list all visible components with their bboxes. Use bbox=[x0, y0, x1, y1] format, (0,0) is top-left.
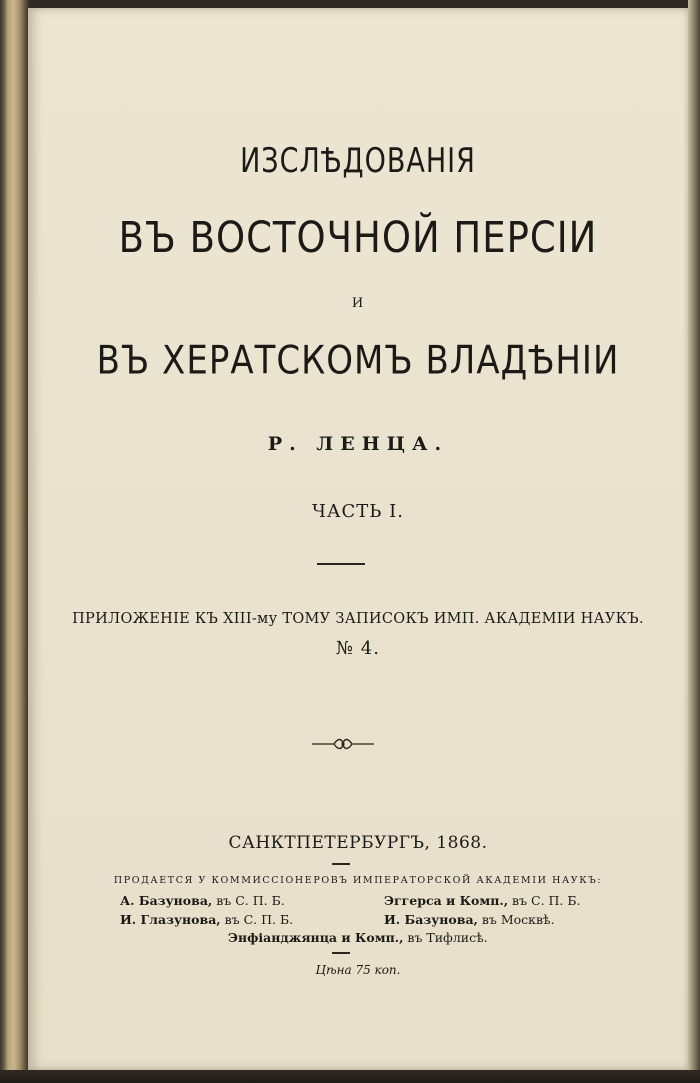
agent-place: въ Тифлисѣ. bbox=[407, 930, 488, 945]
divider-rule bbox=[317, 563, 365, 565]
agent-place: въ С. П. Б. bbox=[512, 893, 581, 908]
agent-entry bbox=[228, 930, 488, 945]
agent-entry bbox=[384, 912, 555, 927]
agent-name: И. Базунова, bbox=[384, 912, 478, 927]
agent-entry bbox=[384, 893, 581, 908]
title-line-1: ИЗСЛѢДОВАНІЯ bbox=[240, 142, 476, 181]
agent-place: въ С. П. Б. bbox=[224, 912, 294, 927]
imprint-rule bbox=[332, 863, 350, 865]
agent-place: въ Москвѣ. bbox=[481, 912, 555, 927]
appendix-note: ПРИЛОЖЕНІЕ КЪ XIII-му ТОМУ ЗАПИСОКЪ ИМП. АКАДЕМІИ НАУКЪ. bbox=[72, 611, 644, 627]
agent-entry bbox=[120, 912, 293, 927]
imprint-city-year: САНКТПЕТЕРБУРГЪ, 1868. bbox=[228, 833, 488, 853]
page-edge-bottom bbox=[0, 1070, 700, 1083]
title-line-3: ВЪ ХЕРАТСКОМЪ ВЛАДѢНІИ bbox=[96, 338, 620, 384]
issue-number: № 4. bbox=[336, 638, 380, 659]
title-line-2: ВЪ ВОСТОЧНОЙ ПЕРСІИ bbox=[118, 212, 598, 263]
price-label: Цѣна 75 коп. bbox=[315, 963, 401, 977]
page-edge-right bbox=[688, 0, 700, 1083]
agent-name: Эггерса и Комп., bbox=[384, 893, 509, 908]
agent-entry bbox=[120, 893, 285, 908]
agent-place: въ С. П. Б. bbox=[216, 893, 285, 908]
title-conjunction: И bbox=[351, 296, 365, 311]
sold-by-notice: ПРОДАЕТСЯ У КОММИССІОНЕРОВЪ ИМПЕРАТОРСКОЙ АКАДЕМІИ НАУКЪ: bbox=[113, 875, 603, 886]
agent-name: Энфіанджянца и Комп., bbox=[228, 930, 404, 945]
ornament-flourish-icon bbox=[312, 737, 374, 751]
part-label: ЧАСТЬ I. bbox=[311, 501, 404, 522]
agent-name: А. Базунова, bbox=[120, 893, 213, 908]
author-name: Р. ЛЕНЦА. bbox=[267, 433, 449, 455]
agent-name: И. Глазунова, bbox=[120, 912, 221, 927]
title-page bbox=[28, 8, 688, 1070]
price-rule bbox=[332, 952, 350, 954]
